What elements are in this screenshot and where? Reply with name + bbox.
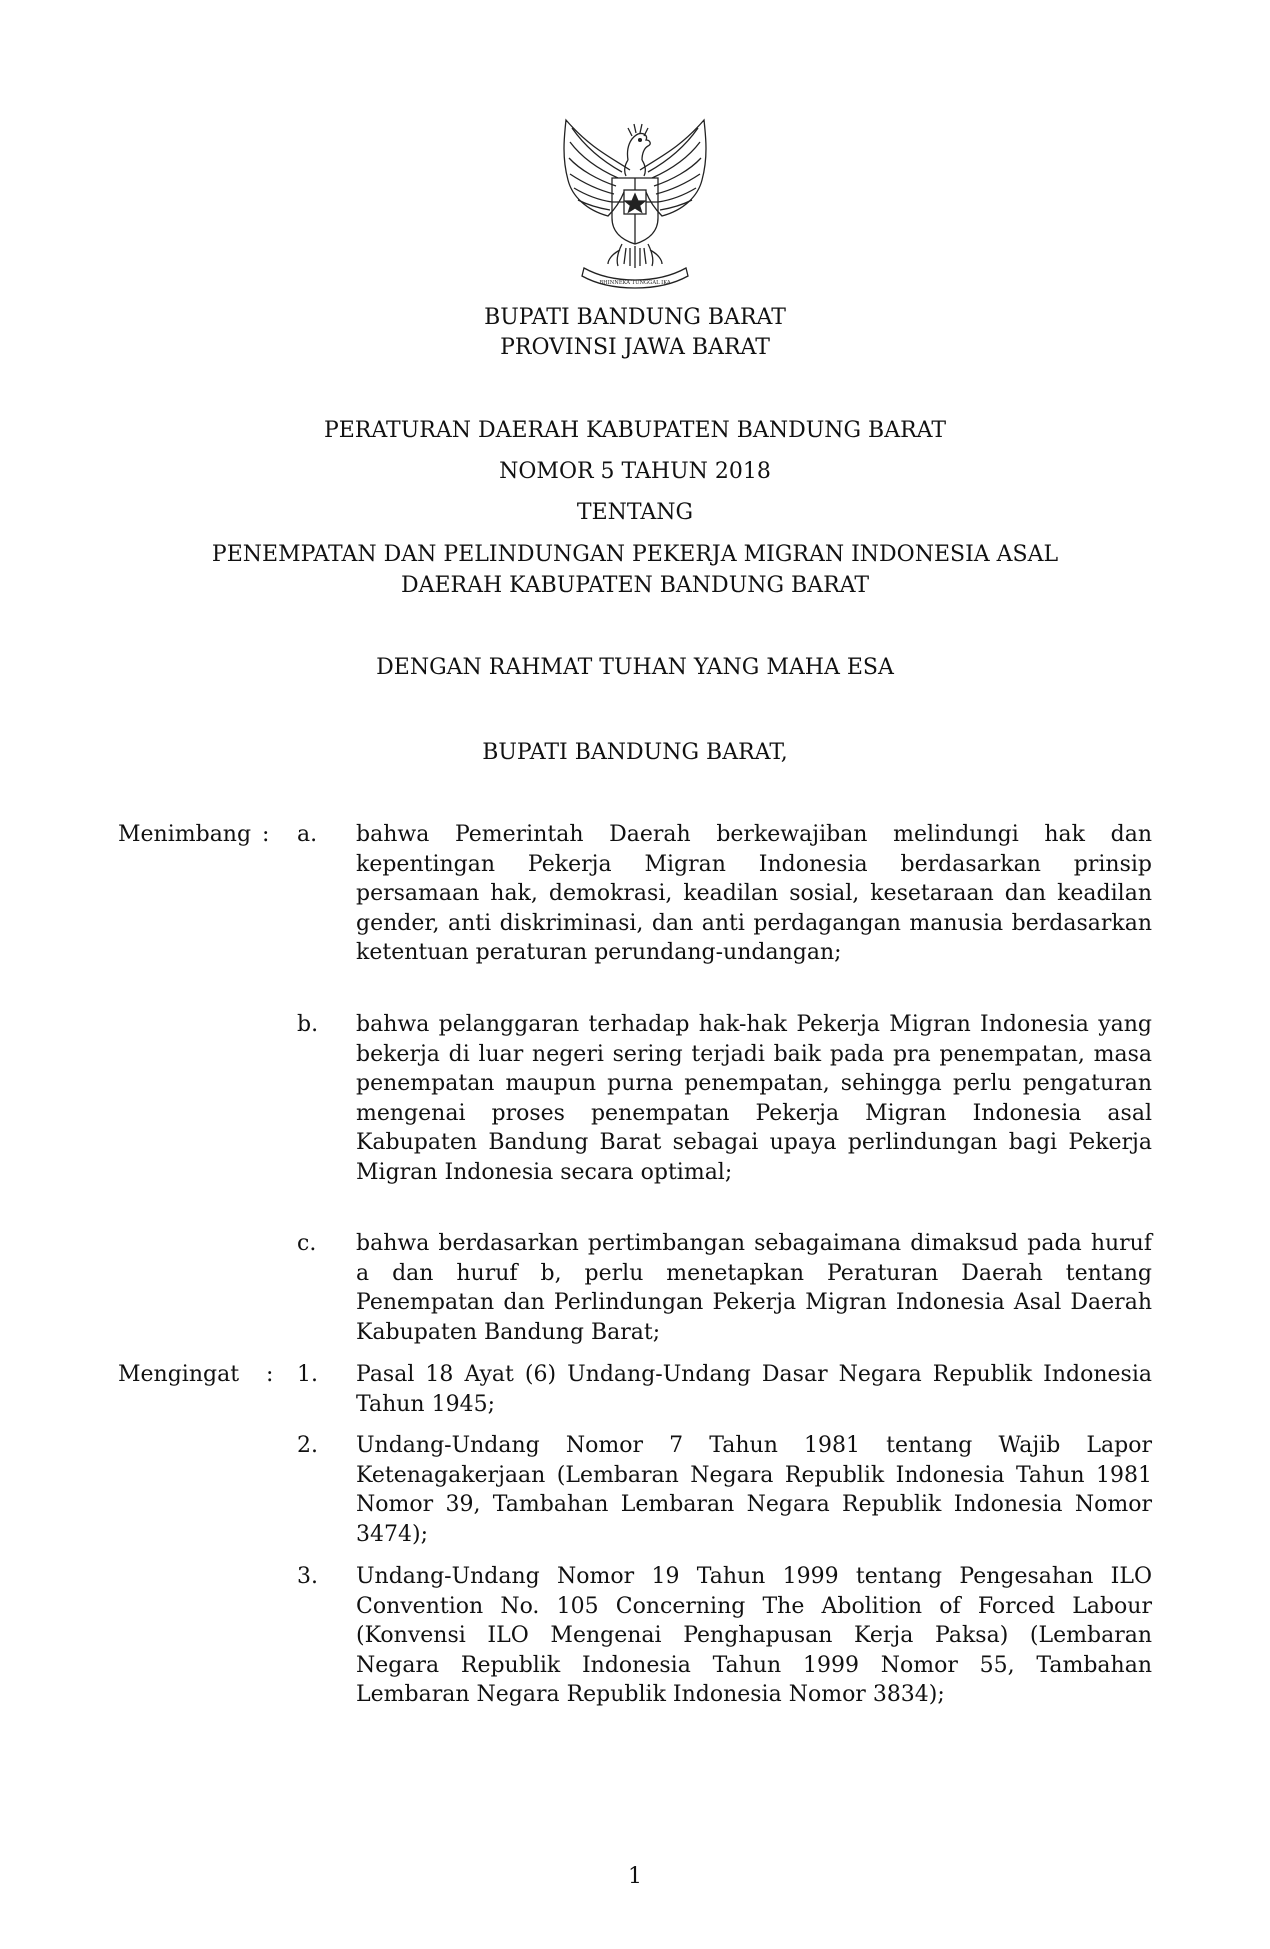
regulation-title: PERATURAN DAERAH KABUPATEN BANDUNG BARAT — [323, 418, 947, 443]
menimbang-marker-b: b. — [297, 1012, 319, 1037]
subject-line-1: PENEMPATAN DAN PELINDUNGAN PEKERJA MIGRAN INDONESIA ASAL — [211, 542, 1059, 567]
garuda-pancasila-emblem — [552, 118, 718, 290]
mengingat-item-2: Undang-Undang Nomor 7 Tahun 1981 tentang Wajib Lapor Ketenagakerjaan (Lembaran Negara Republik Indonesia Tahun 1981 Nomor 39, Tambahan Lembaran Negara Republik Indonesia Nomor 3474); — [356, 1433, 1152, 1547]
mengingat-label: Mengingat — [118, 1362, 240, 1387]
mengingat-item-1: Pasal 18 Ayat (6) Undang-Undang Dasar Negara Republik Indonesia Tahun 1945; — [356, 1362, 1152, 1417]
menimbang-item-c: bahwa berdasarkan pertimbangan sebagaimana dimaksud pada huruf a dan huruf b, perlu menetapkan Peraturan Daerah tentang Penempatan dan Perlindungan Pekerja Migran Indonesia Asal Daerah Kabupaten Bandung Barat; — [356, 1231, 1152, 1345]
authority-line-2: PROVINSI JAWA BARAT — [500, 335, 770, 360]
menimbang-label: Menimbang — [118, 822, 252, 847]
mengingat-colon: : — [266, 1362, 274, 1387]
menimbang-colon: : — [262, 822, 270, 847]
tentang-heading: TENTANG — [576, 500, 694, 525]
menimbang-marker-a: a. — [297, 822, 318, 847]
mengingat-item-3: Undang-Undang Nomor 19 Tahun 1999 tentang Pengesahan ILO Convention No. 105 Concerning The Abolition of Forced Labour (Konvensi ILO Mengenai Penghapusan Kerja Paksa) (Lembaran Negara Republik Indonesia Tahun 1999 Nomor 55, Tambahan Lembaran Negara Republik Indonesia Nomor 3834); — [356, 1564, 1152, 1707]
mengingat-marker-1: 1. — [297, 1362, 318, 1387]
mengingat-marker-3: 3. — [297, 1564, 318, 1589]
menimbang-marker-c: c. — [297, 1231, 317, 1256]
authority-line-1: BUPATI BANDUNG BARAT — [484, 305, 786, 330]
mengingat-marker-2: 2. — [297, 1433, 318, 1458]
menimbang-item-b: bahwa pelanggaran terhadap hak-hak Pekerja Migran Indonesia yang bekerja di luar negeri sering terjadi baik pada pra penempatan, masa penempatan maupun purna penempatan, sehingga perlu pengaturan mengenai proses penempatan Pekerja Migran Indonesia asal Kabupaten Bandung Barat sebagai upaya perlindungan bagi Pekerja Migran Indonesia secara optimal; — [356, 1012, 1152, 1185]
page-number: 1 — [628, 1864, 642, 1889]
enactor: BUPATI BANDUNG BARAT, — [482, 740, 788, 765]
preamble: DENGAN RAHMAT TUHAN YANG MAHA ESA — [376, 655, 894, 680]
regulation-number: NOMOR 5 TAHUN 2018 — [499, 459, 771, 484]
subject-line-2: DAERAH KABUPATEN BANDUNG BARAT — [400, 573, 870, 598]
menimbang-item-a: bahwa Pemerintah Daerah berkewajiban melindungi hak dan kepentingan Pekerja Migran Indonesia berdasarkan prinsip persamaan hak, demokrasi, keadilan sosial, kesetaraan dan keadilan gender, anti diskriminasi, dan anti perdagangan manusia berdasarkan ketentuan peraturan perundang-undangan; — [356, 822, 1152, 965]
emblem-motto: BHINNEKA TUNGGAL IKA — [599, 280, 671, 286]
